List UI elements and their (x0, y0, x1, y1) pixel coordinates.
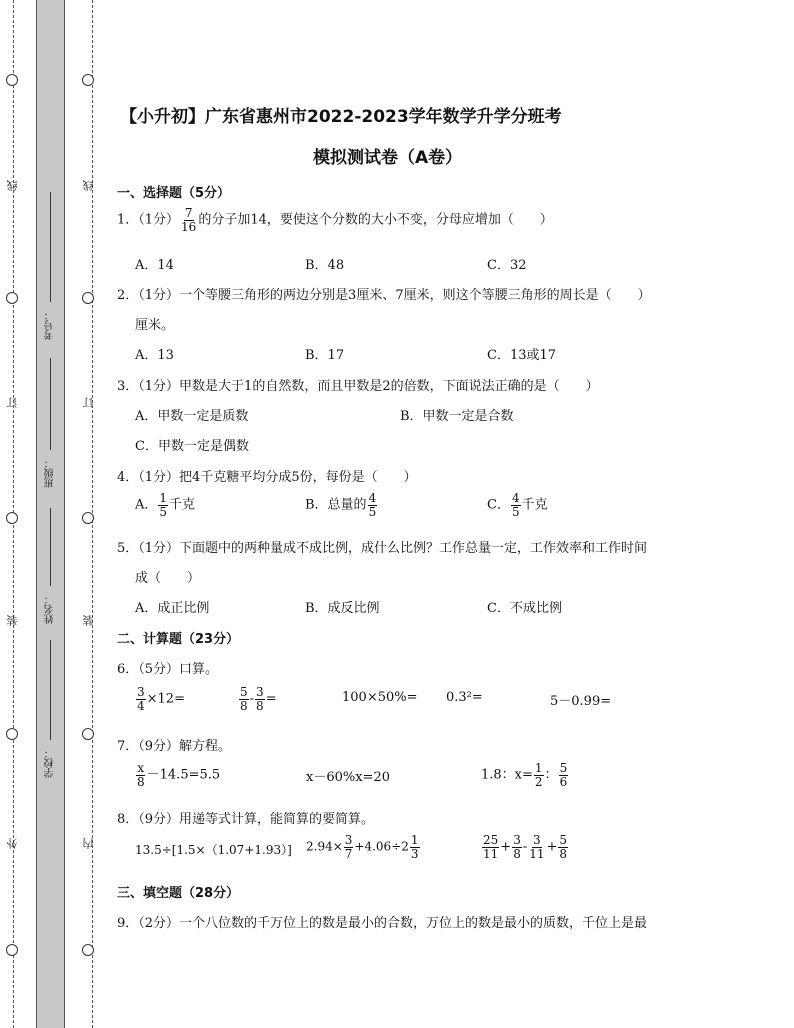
school-label: 学校： (45, 748, 56, 778)
school-field[interactable] (50, 640, 51, 740)
margin-mark-inner: 内 (82, 838, 95, 849)
question-5: 5．（1分）下面题中的两种量成不成比例，成什么比例？工作总量一定，工作效率和工作时间 (117, 541, 648, 556)
binding-hole (82, 944, 94, 956)
q1-stem: 的分子加14，要使这个分数的大小不变，分母应增加（ ） (198, 212, 553, 228)
binding-hole (82, 292, 94, 304)
margin-mark-staple: 装 (82, 615, 95, 626)
q1-fraction: $\frac{7}{16}$ (181, 206, 197, 234)
question-6: 6．（5分）口算。 (117, 662, 219, 677)
q4-option-c[interactable]: C． $\frac{4}{5}$ 千克 (487, 491, 548, 519)
q6-expr-3: 100×50%= (342, 690, 418, 705)
margin-mark-staple: 装 (6, 615, 19, 626)
q1-option-b[interactable]: B．48 (305, 258, 345, 273)
binding-hole (6, 728, 18, 740)
q4-c-fraction: $\frac{4}{5}$ (511, 491, 520, 519)
exam-number-field[interactable] (50, 192, 51, 302)
q6-expr-1: $\frac{3}{4}$ ×12= (137, 685, 185, 713)
binding-hole (82, 512, 94, 524)
q5-option-a[interactable]: A．成正比例 (135, 601, 210, 616)
section-heading: 二、计算题（23分） (117, 632, 240, 647)
q6-expr-2: $\frac{5}{8}$ - $\frac{3}{8}$ = (240, 685, 277, 713)
q8-expr-2: 2.94× $\frac{3}{7}$ +4.06÷2 $\frac{1}{3}$ (306, 833, 419, 861)
q6-expr-5: 5－0.99= (550, 694, 612, 709)
q1-option-a[interactable]: A．14 (135, 258, 174, 273)
q1-option-c[interactable]: C．32 (487, 258, 527, 273)
title-line-2: 模拟测试卷（A卷） (313, 148, 463, 168)
section-heading: 三、填空题（28分） (117, 886, 240, 901)
question-9: 9．（2分）一个八位数的千万位上的数是最小的合数，万位上的数是最小的质数，千位上是最 (117, 916, 648, 931)
q3-option-a[interactable]: A．甲数一定是质数 (135, 409, 249, 424)
margin-mark-line: 线 (82, 180, 95, 191)
binding-hole (6, 292, 18, 304)
question-2-cont: 厘米。 (135, 318, 175, 333)
margin-mark-bind: 订 (82, 397, 95, 408)
q5-option-b[interactable]: B．成反比例 (305, 601, 380, 616)
q1-prefix: 1．（1分） (117, 212, 180, 228)
binding-hole (6, 944, 18, 956)
q4-a-fraction: $\frac{1}{5}$ (159, 491, 168, 519)
question-3: 3．（1分）甲数是大于1的自然数，而且甲数是2的倍数，下面说法正确的是（ ） (117, 379, 599, 394)
exam-number-label: 考号： (45, 310, 56, 340)
question-1 (117, 207, 553, 233)
class-field[interactable] (50, 358, 51, 450)
section-heading: 一、选择题（5分） (117, 186, 231, 201)
question-2: 2．（1分）一个等腰三角形的两边分别是3厘米、7厘米，则这个等腰三角形的周长是（ ） (117, 288, 651, 303)
q4-b-fraction: $\frac{4}{5}$ (368, 491, 377, 519)
q7-equation-3: 1.8：x= $\frac{1}{2}$ ： $\frac{5}{6}$ (481, 761, 568, 789)
q8-expr-1: 13.5÷[1.5×（1.07+1.93）] (135, 843, 292, 857)
q4-option-a[interactable]: A． $\frac{1}{5}$ 千克 (135, 491, 196, 519)
question-7: 7．（9分）解方程。 (117, 739, 232, 754)
q2-option-a[interactable]: A．13 (135, 348, 174, 363)
q2-option-c[interactable]: C．13或17 (487, 348, 557, 363)
question-4: 4．（1分）把4千克糖平均分成5份，每份是（ ） (117, 470, 417, 485)
q3-option-c[interactable]: C．甲数一定是偶数 (135, 439, 249, 454)
q7-equation-1: $\frac{x}{8}$ －14.5=5.5 (137, 761, 221, 789)
q8-expr-3: $\frac{25}{11}$ + $\frac{3}{8}$ - $\frac{3}{11}$ + $\frac{5}{8}$ (483, 833, 568, 861)
binding-hole (82, 74, 94, 86)
margin-mark-line: 线 (6, 180, 19, 191)
q3-option-b[interactable]: B．甲数一定是合数 (400, 409, 514, 424)
name-label: 姓名： (45, 594, 56, 624)
q5-option-c[interactable]: C．不成比例 (487, 601, 562, 616)
q6-expr-4: 0.3²= (446, 690, 483, 705)
margin-mark-bind: 订 (6, 397, 19, 408)
q2-option-b[interactable]: B．17 (305, 348, 345, 363)
question-5-cont: 成（ ） (135, 571, 201, 586)
margin-mark-outer: 外 (6, 838, 19, 849)
question-8: 8．（9分）用递等式计算，能简算的要简算。 (117, 812, 375, 827)
title-line-1: 【小升初】广东省惠州市2022-2023学年数学升学分班考 (120, 107, 562, 127)
binding-hole (82, 728, 94, 740)
q7-equation-2: x－60%x=20 (306, 770, 390, 785)
name-field[interactable] (50, 508, 51, 586)
class-label: 班级： (45, 458, 56, 488)
binding-hole (6, 512, 18, 524)
q4-option-b[interactable]: B．总量的 $\frac{4}{5}$ (305, 491, 377, 519)
binding-hole (6, 74, 18, 86)
